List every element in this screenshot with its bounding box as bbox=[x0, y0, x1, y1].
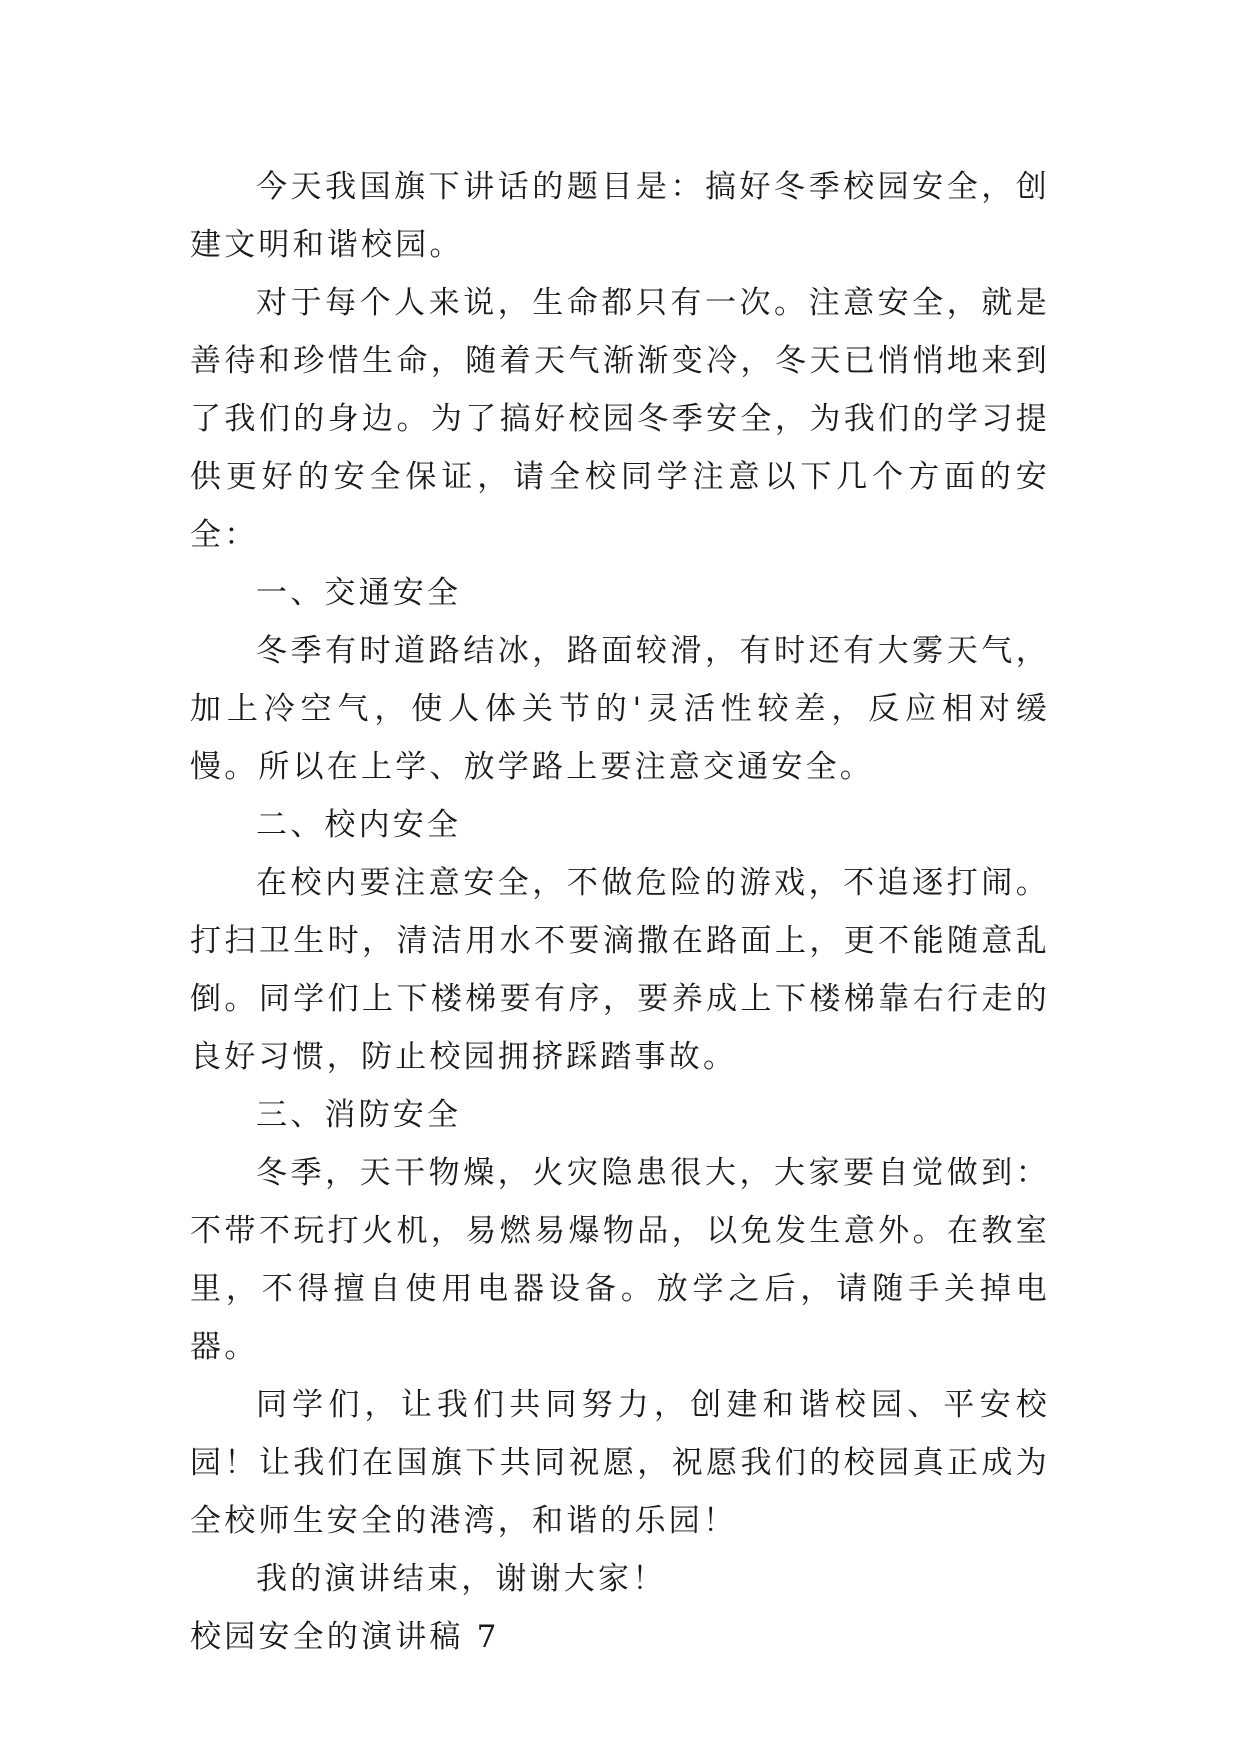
paragraph-call-to-action: 同学们，让我们共同努力，创建和谐校园、平安校园！让我们在国旗下共同祝愿，祝愿我们的校园真正成为全校师生安全的港湾，和谐的乐园！ bbox=[190, 1387, 1050, 1539]
paragraph-topic: 今天我国旗下讲话的题目是：搞好冬季校园安全，创建文明和谐校园。 bbox=[190, 169, 1050, 263]
section-heading-traffic: 一、交通安全 bbox=[256, 575, 462, 611]
section-heading-campus: 二、校内安全 bbox=[256, 807, 462, 843]
paragraph-campus: 在校内要注意安全，不做危险的游戏，不追逐打闹。打扫卫生时，清洁用水不要滴撒在路面上，更不能随意乱倒。同学们上下楼梯要有序，要养成上下楼梯靠右行走的良好习惯，防止校园拥挤踩踏事故。 bbox=[190, 865, 1050, 1075]
document-body bbox=[190, 158, 1050, 1666]
paragraph-fire: 冬季，天干物燥，火灾隐患很大，大家要自觉做到：不带不玩打火机，易燃易爆物品，以免发生意外。在教室里，不得擅自使用电器设备。放学之后，请随手关掉电器。 bbox=[190, 1155, 1050, 1365]
paragraph-intro: 对于每个人来说，生命都只有一次。注意安全，就是善待和珍惜生命，随着天气渐渐变冷，冬天已悄悄地来到了我们的身边。为了搞好校园冬季安全，为我们的学习提供更好的安全保证，请全校同学注意以下几个方面的安全： bbox=[190, 285, 1050, 553]
paragraph-closing: 我的演讲结束，谢谢大家！ bbox=[256, 1561, 667, 1597]
next-speech-title: 校园安全的演讲稿 7 bbox=[190, 1619, 500, 1655]
section-heading-fire: 三、消防安全 bbox=[256, 1097, 462, 1133]
paragraph-traffic: 冬季有时道路结冰，路面较滑，有时还有大雾天气，加上冷空气，使人体关节的'灵活性较差，反应相对缓慢。所以在上学、放学路上要注意交通安全。 bbox=[190, 633, 1050, 785]
